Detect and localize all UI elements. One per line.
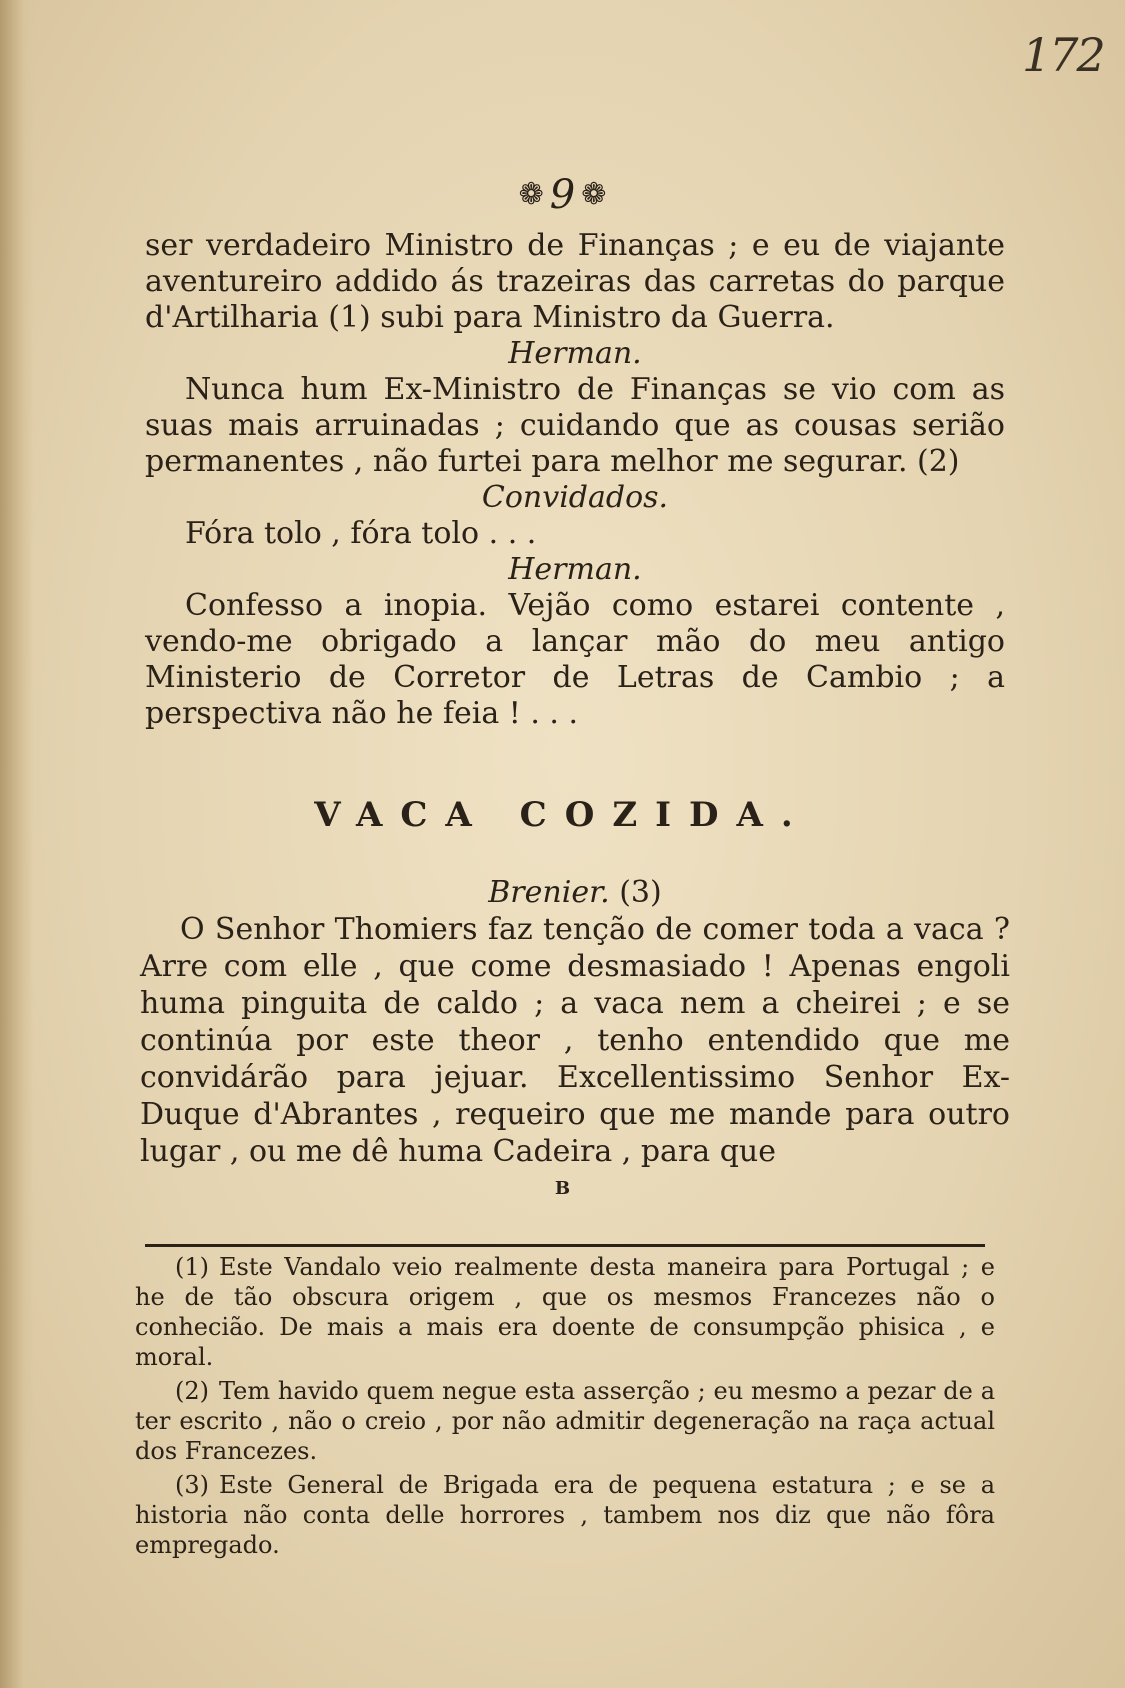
section-title: VACA COZIDA. bbox=[314, 795, 811, 835]
handwritten-folio-number: 172 bbox=[1022, 28, 1104, 82]
page-number: 9 bbox=[549, 172, 576, 218]
note-ref-3: (3) bbox=[619, 875, 662, 910]
speech-brenier: O Senhor Thomiers faz tenção de comer toda a vaca ? Arre com elle , que come desmasiado ! Apenas engoli huma pinguita de caldo ; a vaca nem a cheirei ; e se continúa por este theor , tenho entendido que me convidárão para jejuar. Excellentissimo Senhor Ex-Duque d'Abrantes , requeiro que me mande para outro lugar , ou me dê huma Cadeira , para que bbox=[140, 912, 1010, 1169]
opening-paragraph: ser verdadeiro Ministro de Finanças ; e eu de viajante aventureiro addido ás trazeiras das carretas do parque d'Artilharia (1) subi para Ministro da Guerra. bbox=[145, 228, 1005, 335]
footnote-divider bbox=[145, 1244, 985, 1247]
footnote-3-text: Este General de Brigada era de pequena estatura ; e se a historia não conta delle horrores , tambem nos diz que não fôra empregado. bbox=[135, 1471, 995, 1559]
page-header bbox=[0, 172, 1125, 218]
footnote-1-text: Este Vandalo veio realmente desta maneira para Portugal ; e he de tão obscura origem , que os mesmos Francezes não o conhecião. De mais a mais era doente de consumpção phisica , e moral. bbox=[135, 1253, 995, 1371]
page-binding-edge bbox=[0, 0, 34, 1688]
footnote-2-mark: (2) bbox=[175, 1377, 209, 1405]
ornament-left-icon: ❁ bbox=[518, 177, 544, 212]
footnote-3-mark: (3) bbox=[175, 1471, 209, 1499]
ornament-right-icon: ❁ bbox=[581, 177, 607, 212]
footnote-2-text: Tem havido quem negue esta asserção ; eu mesmo a pezar de a ter escrito , não o creio , por não admitir degeneração na raça actual dos Francezes. bbox=[135, 1377, 995, 1465]
speech-herman-1: Nunca hum Ex-Ministro de Finanças se vio com as suas mais arruinadas ; cuidando que as cousas serião permanentes , não furtei para melhor me segurar. (2) bbox=[145, 372, 1005, 479]
speaker-brenier-name: Brenier. bbox=[488, 875, 610, 910]
footnote-2 bbox=[135, 1376, 995, 1466]
footnote-1-mark: (1) bbox=[175, 1253, 209, 1281]
speaker-herman: Herman. bbox=[508, 336, 642, 371]
speech-herman-2: Confesso a inopia. Vejão como estarei contente , vendo-me obrigado a lançar mão do meu antigo Ministerio de Corretor de Letras de Cambio ; a perspectiva não he feia ! . . . bbox=[145, 588, 1005, 731]
signature-mark: B bbox=[554, 1178, 571, 1199]
speaker-convidados: Convidados. bbox=[481, 480, 669, 515]
footnote-3 bbox=[135, 1470, 995, 1560]
brenier-passage bbox=[140, 875, 1010, 1170]
speaker-brenier bbox=[140, 875, 1010, 911]
footnote-1 bbox=[135, 1252, 995, 1372]
speech-convidados: Fóra tolo , fóra tolo . . . bbox=[185, 516, 537, 551]
speaker-herman-2: Herman. bbox=[508, 552, 642, 587]
main-text bbox=[145, 228, 1005, 732]
footnotes bbox=[135, 1252, 995, 1564]
